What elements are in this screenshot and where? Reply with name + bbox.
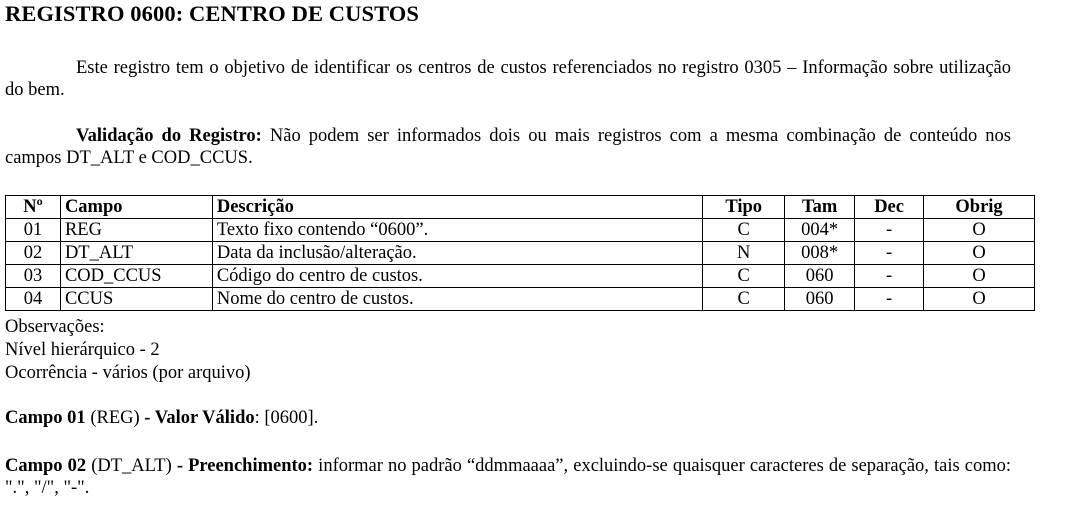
- header-campo: Campo: [60, 196, 212, 219]
- cell-campo: REG: [60, 219, 212, 242]
- observations-heading: Observações:: [5, 317, 105, 337]
- cell-tam: 060: [785, 265, 855, 288]
- campo02-rule-label: - Preenchimento:: [176, 456, 314, 476]
- campo02-field: (DT_ALT): [86, 456, 177, 476]
- cell-obrig: O: [924, 219, 1035, 242]
- cell-tipo: C: [703, 265, 785, 288]
- campo01-rule-text: : [0600].: [254, 408, 319, 428]
- header-num: Nº: [6, 196, 61, 219]
- fields-table: [5, 195, 1035, 311]
- intro-text: Este registro tem o objetivo de identificar os centros de custos referenciados no registro 0305 – Informação sobre utilização do bem.: [5, 58, 1011, 100]
- cell-tam: 008*: [785, 242, 855, 265]
- cell-num: 01: [6, 219, 61, 242]
- occurrence: Ocorrência - vários (por arquivo): [5, 363, 251, 383]
- campo01-rule: [5, 407, 318, 429]
- cell-num: 02: [6, 242, 61, 265]
- validation-text: Não podem ser informados dois ou mais registros com a mesma combinação de conteúdo nos campos DT_ALT e COD_CCUS.: [5, 126, 1011, 168]
- header-descricao: Descrição: [212, 196, 702, 219]
- page-title: REGISTRO 0600: CENTRO DE CUSTOS: [5, 1, 420, 26]
- cell-campo: CCUS: [60, 288, 212, 311]
- campo02-rule: [5, 455, 1011, 499]
- intro-paragraph: [5, 57, 1011, 101]
- header-dec: Dec: [855, 196, 924, 219]
- header-tipo: Tipo: [703, 196, 785, 219]
- campo01-rule-label: - Valor Válido: [144, 408, 255, 428]
- table-row: [6, 288, 1035, 311]
- hierarchy-level: Nível hierárquico - 2: [5, 340, 160, 360]
- cell-obrig: O: [924, 242, 1035, 265]
- cell-dec: -: [855, 288, 924, 311]
- table-row: [6, 242, 1035, 265]
- table-header-row: [6, 196, 1035, 219]
- cell-tipo: C: [703, 219, 785, 242]
- campo01-label: Campo 01: [5, 408, 86, 428]
- campo01-field: (REG): [85, 408, 145, 428]
- cell-num: 04: [6, 288, 61, 311]
- cell-tam: 004*: [785, 219, 855, 242]
- cell-tipo: N: [703, 242, 785, 265]
- validation-label: Validação do Registro:: [76, 126, 262, 146]
- cell-descricao: Texto fixo contendo “0600”.: [212, 219, 702, 242]
- cell-dec: -: [855, 242, 924, 265]
- cell-obrig: O: [924, 288, 1035, 311]
- validation-paragraph: [5, 125, 1011, 169]
- cell-dec: -: [855, 265, 924, 288]
- cell-campo: DT_ALT: [60, 242, 212, 265]
- cell-num: 03: [6, 265, 61, 288]
- cell-dec: -: [855, 219, 924, 242]
- cell-descricao: Data da inclusão/alteração.: [212, 242, 702, 265]
- header-tam: Tam: [785, 196, 855, 219]
- cell-tipo: C: [703, 288, 785, 311]
- campo02-rule-text: informar no padrão “ddmmaaaa”, excluindo-se quaisquer caracteres de separação, tais como: ".", "/", "-".: [5, 456, 1012, 498]
- campo02-label: Campo 02: [5, 456, 87, 476]
- cell-descricao: Nome do centro de custos.: [212, 288, 702, 311]
- cell-tam: 060: [785, 288, 855, 311]
- cell-campo: COD_CCUS: [60, 265, 212, 288]
- cell-descricao: Código do centro de custos.: [212, 265, 702, 288]
- header-obrig: Obrig: [924, 196, 1035, 219]
- cell-obrig: O: [924, 265, 1035, 288]
- table-row: [6, 265, 1035, 288]
- table-row: [6, 219, 1035, 242]
